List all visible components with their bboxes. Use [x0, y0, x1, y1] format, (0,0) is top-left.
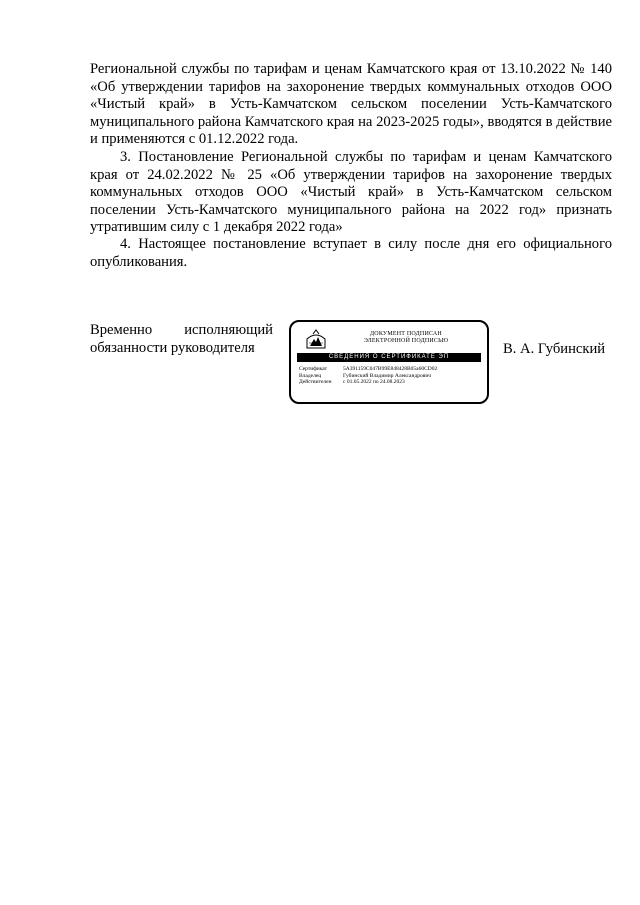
stamp-label: Владелец [299, 372, 322, 379]
stamp-value: Губинский Владимир Александрович [343, 372, 432, 379]
stamp-value: 5A391159C047B99E848428B05a60CD02 [343, 366, 438, 372]
paragraph-continuation: Региональной службы по тарифам и ценам Камчатского края от 13.10.2022 № 140 «Об утверждении тарифов на захоронение твердых коммунальных отходов ООО «Чистый край» в Усть-Камчатском сельском поселении Усть-Камчатского муниципального района Камчатского края на 2023-2025 годы», вводятся в действие и применяются с 01.12.2022 года. [90, 61, 612, 147]
stamp-value: с 01.05.2022 по 24.08.2023 [343, 379, 405, 385]
electronic-signature-stamp [289, 320, 489, 404]
coat-of-arms-icon [305, 328, 327, 350]
signatory-name: В. А. Губинский [503, 341, 606, 357]
stamp-details [299, 366, 437, 386]
signatory-position [90, 321, 273, 357]
stamp-row-validity [299, 379, 437, 386]
paragraph-item-3: 3. Постановление Региональной службы по тарифам и ценам Камчатского края от 24.02.2022 № 25 «Об утверждении тарифов на захоронение твердых коммунальных отходов ООО «Чистый край» в Усть-Камчатском сельском поселении Усть-Камчатского муниципального района на 2022 год» признать утратившим силу с 1 декабря 2022 года» [90, 149, 612, 235]
position-word-1: Временно [90, 322, 153, 338]
stamp-header-line-1: ДОКУМЕНТ ПОДПИСАН [370, 331, 442, 337]
position-word-2: исполняющий [184, 322, 273, 338]
stamp-header-line-2: ЭЛЕКТРОННОЙ ПОДПИСЬЮ [363, 338, 449, 344]
stamp-header [331, 331, 481, 345]
position-line-2: обязанности руководителя [90, 340, 255, 356]
stamp-certificate-bar: СВЕДЕНИЯ О СЕРТИФИКАТЕ ЭП [297, 353, 481, 362]
paragraph-item-4: 4. Настоящее постановление вступает в силу после дня его официального опубликования. [90, 236, 612, 270]
stamp-label: Действителен [299, 379, 332, 385]
stamp-label: Сертификат [299, 366, 327, 372]
